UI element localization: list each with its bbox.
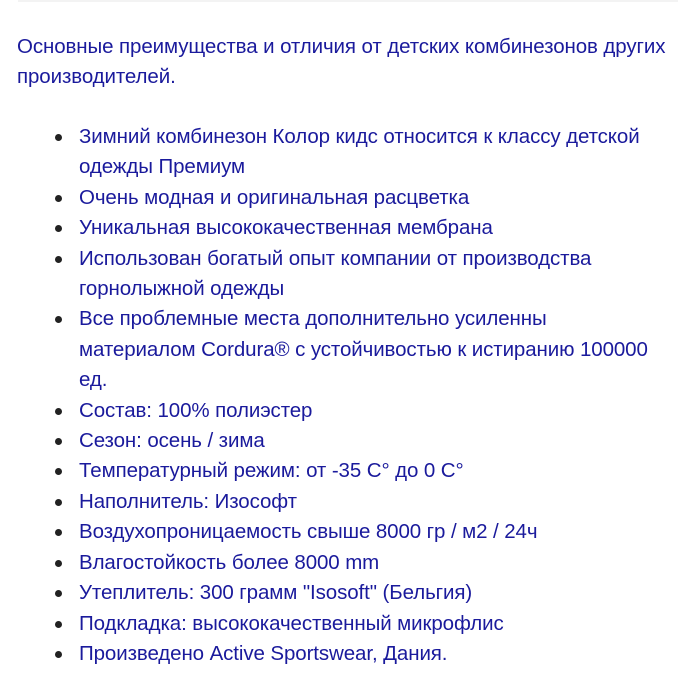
- bullet-icon: [55, 590, 62, 597]
- list-item-text: Температурный режим: от -35 С° до 0 С°: [79, 459, 464, 483]
- list-item: [0, 517, 687, 547]
- bullet-icon: [55, 438, 62, 445]
- list-item: [0, 426, 687, 456]
- bullet-icon: [55, 468, 62, 475]
- bullet-icon: [55, 316, 62, 323]
- list-item-text: Использован богатый опыт компании от производства горнолыжной одежды: [79, 246, 592, 301]
- list-item-text: Утеплитель: 300 грамм "Isosoft" (Бельгия): [79, 581, 473, 605]
- features-list: [0, 122, 687, 669]
- list-item: [0, 304, 687, 395]
- list-item-text: Состав: 100% полиэстер: [79, 398, 313, 422]
- list-item-text: Подкладка: высококачественный микрофлис: [79, 611, 504, 635]
- list-item: [0, 487, 687, 517]
- bullet-icon: [55, 560, 62, 567]
- bullet-icon: [55, 195, 62, 202]
- list-item: [0, 639, 687, 669]
- list-item-text: Произведено Active Sportswear, Дания.: [79, 641, 448, 665]
- bullet-icon: [55, 134, 62, 141]
- list-item: [0, 122, 687, 183]
- bullet-icon: [55, 651, 62, 658]
- list-item: [0, 609, 687, 639]
- top-divider: [18, 0, 678, 2]
- bullet-icon: [55, 621, 62, 628]
- list-item: [0, 213, 687, 243]
- list-item-text: Воздухопроницаемость свыше 8000 гр / м2 / 24ч: [79, 520, 538, 544]
- list-item-text: Влагостойкость более 8000 mm: [79, 550, 380, 574]
- list-item: [0, 183, 687, 213]
- list-item-text: Все проблемные места дополнительно усиленны материалом Cordura® с устойчивостью к истиранию 100000 ед.: [79, 307, 648, 392]
- list-item: [0, 548, 687, 578]
- intro-paragraph: Основные преимущества и отличия от детских комбинезонов других производителей.: [17, 35, 666, 88]
- bullet-icon: [55, 529, 62, 536]
- bullet-icon: [55, 408, 62, 415]
- list-item-text: Сезон: осень / зима: [79, 429, 265, 453]
- list-item-text: Уникальная высококачественная мембрана: [79, 216, 493, 240]
- bullet-icon: [55, 499, 62, 506]
- list-item-text: Зимний комбинезон Колор кидс относится к классу детской одежды Премиум: [79, 125, 640, 179]
- list-item: [0, 396, 687, 426]
- list-item-text: Наполнитель: Изософт: [79, 489, 297, 513]
- list-item: [0, 578, 687, 608]
- bullet-icon: [55, 256, 62, 263]
- list-item-text: Очень модная и оригинальная расцветка: [79, 185, 470, 209]
- bullet-icon: [55, 225, 62, 232]
- list-item: [0, 456, 687, 486]
- list-item: [0, 244, 687, 305]
